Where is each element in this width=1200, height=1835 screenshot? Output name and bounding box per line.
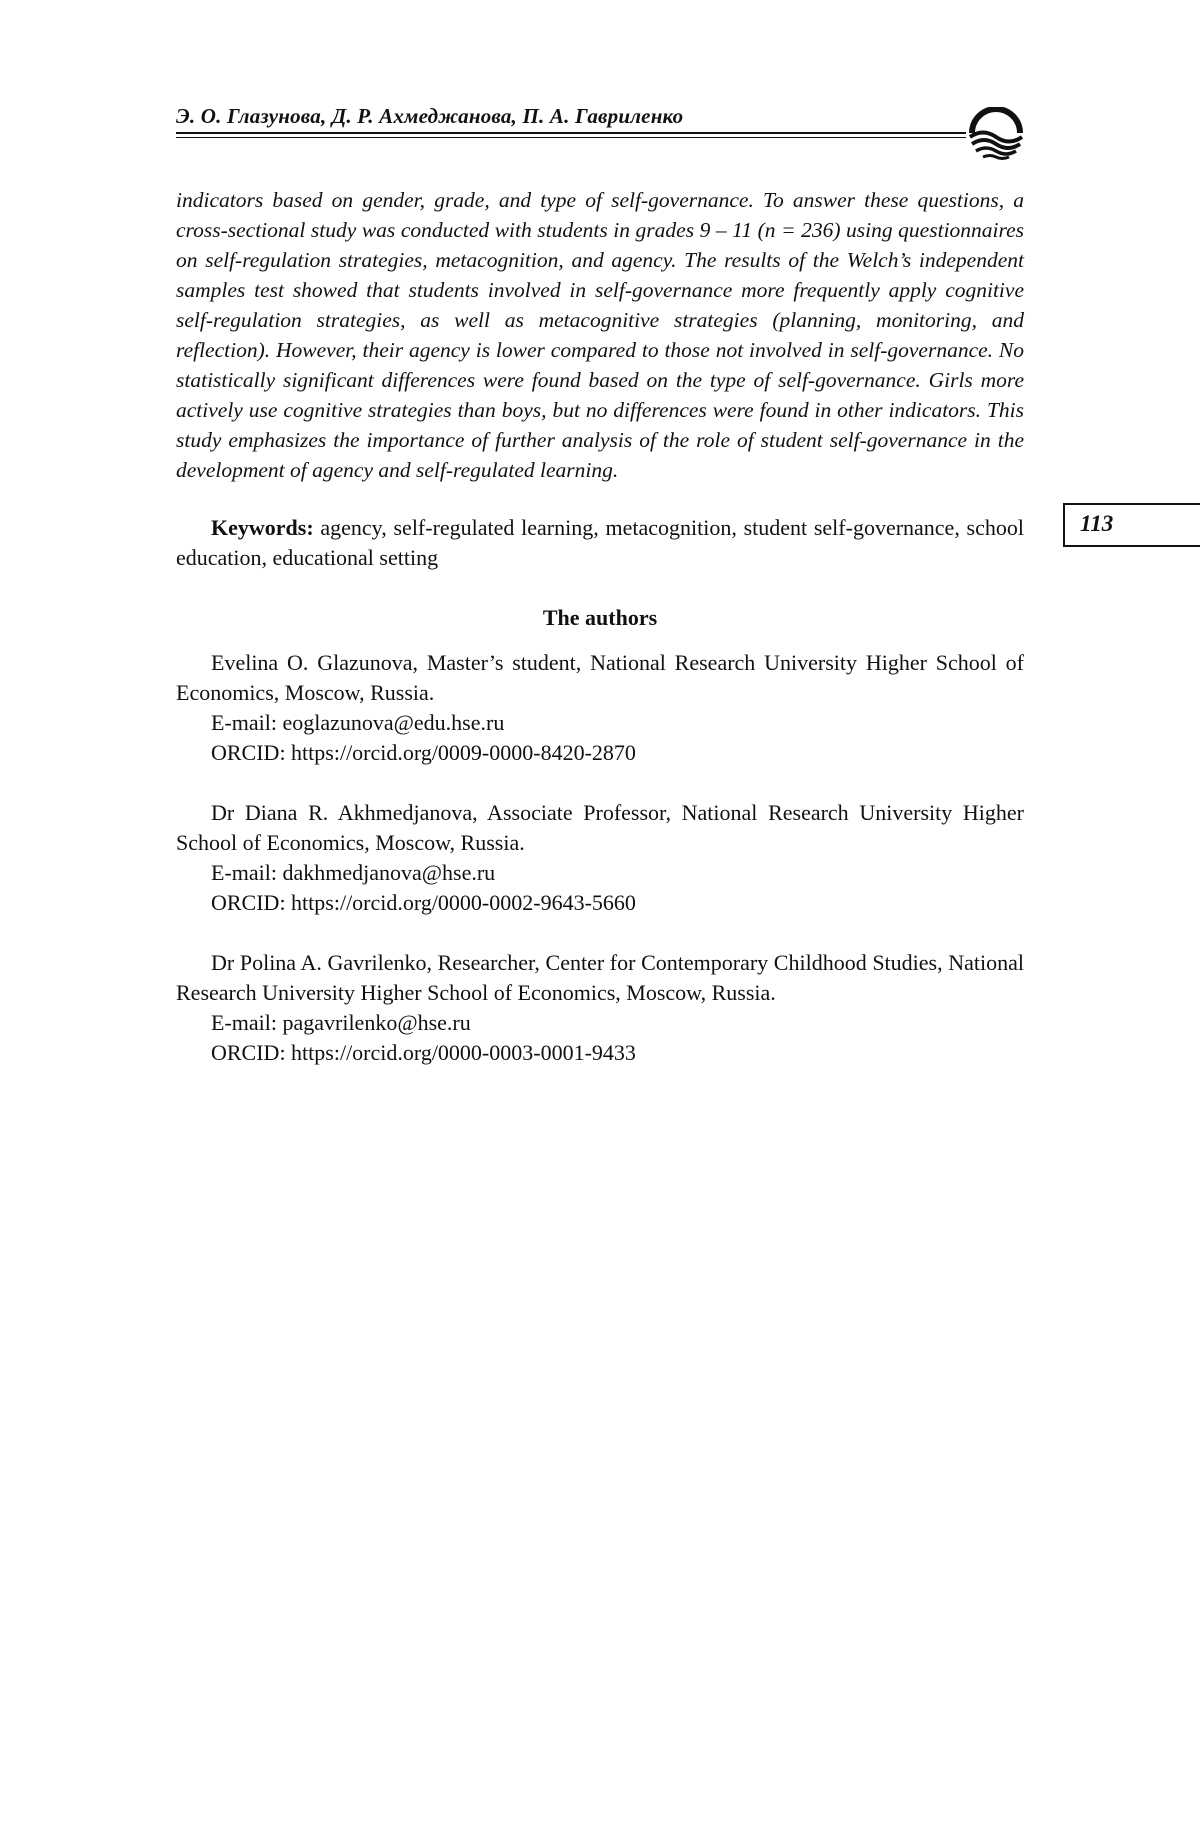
author-orcid: ORCID: https://orcid.org/0000-0002-9643-5660 [211, 890, 636, 915]
author-bio: Evelina O. Glazunova, Master’s student, National Research University Higher School of Economics, Moscow, Russia. [176, 650, 1024, 705]
keywords-text: agency, self-regulated learning, metacognition, student self-governance, school education, educational setting [176, 515, 1024, 570]
keywords-label: Keywords: [211, 515, 314, 540]
author-bio: Dr Polina A. Gavrilenko, Researcher, Center for Contemporary Childhood Studies, National Research University Higher School of Economics, Moscow, Russia. [176, 950, 1024, 1005]
keywords-paragraph [176, 513, 1024, 573]
authors-heading: The authors [542, 605, 658, 630]
page-number: 113 [1080, 511, 1114, 536]
page-number-box [1063, 503, 1200, 547]
author-email: E-mail: dakhmedjanova@hse.ru [211, 860, 496, 885]
author-bio: Dr Diana R. Akhmedjanova, Associate Professor, National Research University Higher School of Economics, Moscow, Russia. [176, 800, 1024, 855]
author-orcid: ORCID: https://orcid.org/0000-0003-0001-9433 [211, 1040, 636, 1065]
journal-logo-icon [966, 107, 1026, 163]
author-email: E-mail: pagavrilenko@hse.ru [211, 1010, 471, 1035]
author-entry-glazunova [176, 648, 1024, 768]
author-email: E-mail: eoglazunova@edu.hse.ru [211, 710, 505, 735]
header-rule-thick [176, 132, 966, 134]
running-head: Э. О. Глазунова, Д. Р. Ахмеджанова, П. А. Гавриленко [176, 104, 684, 128]
author-entry-gavrilenko [176, 948, 1024, 1068]
author-entry-akhmedjanova [176, 798, 1024, 918]
abstract-text: indicators based on gender, grade, and type of self-governance. To answer these questions, a cross-sectional study was conducted with students in grades 9 – 11 (n = 236) using questionnaires on self-regulation strategies, metacognition, and agency. The results of the Welch’s independent samples test showed that students involved in self-governance more frequently apply cognitive self-regulation strategies, as well as metacognitive strategies (planning, monitoring, and reflection). However, their agency is lower compared to those not involved in self-governance. No statistically significant differences were found based on the type of self-governance. Girls more actively use cognitive strategies than boys, but no differences were found in other indicators. This study emphasizes the importance of further analysis of the role of student self-governance in the development of agency and self-regulated learning. [176, 188, 1024, 482]
header-rule-thin [176, 137, 966, 138]
author-orcid: ORCID: https://orcid.org/0009-0000-8420-2870 [211, 740, 636, 765]
